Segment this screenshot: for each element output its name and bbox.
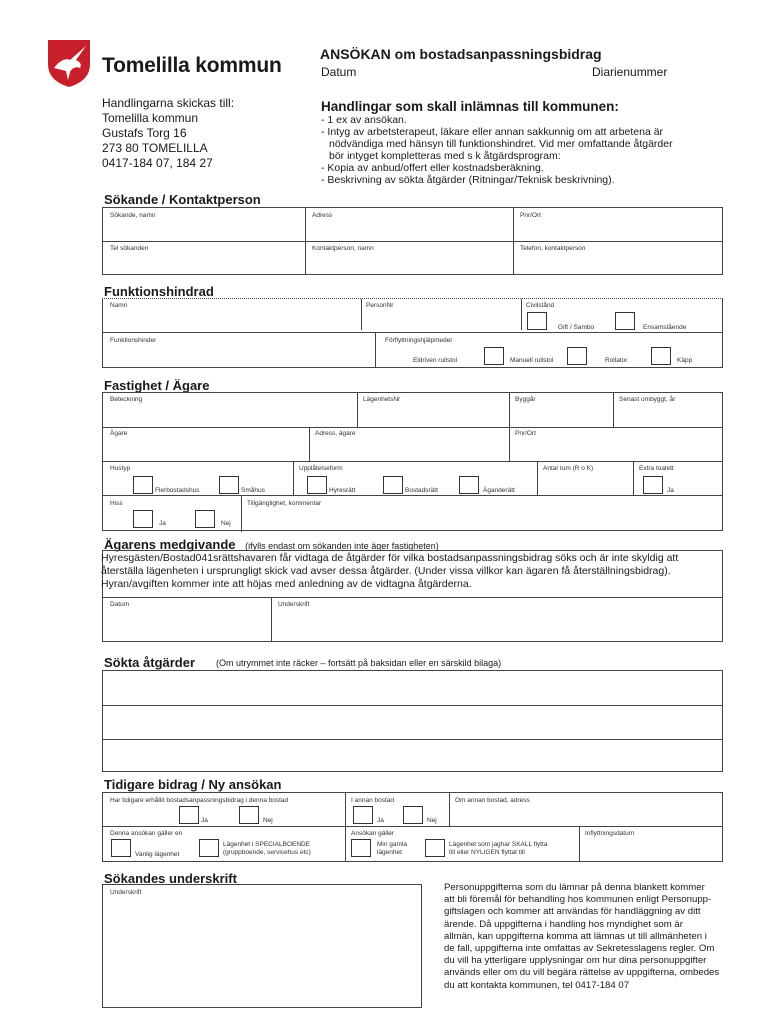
new-apartment-line: Lägenhet som jaghar SKALL flytta [449,841,548,848]
measures-heading: Sökta åtgärder [104,655,196,670]
owner-address-field[interactable]: Adress, ägare [315,430,356,437]
aids-label: Förflyttningshjälpmedel [385,337,452,344]
designation-field[interactable]: Beteckning [110,396,143,403]
contact-name-field[interactable]: Kontaktperson, namn [312,245,374,252]
had-grant-yes-checkbox[interactable] [179,806,199,824]
documents-item: - Kopia av anbud/offert eller kostnadsberäkning. [321,162,544,174]
coop-label: Bostadsrätt [405,487,438,494]
accessibility-comment-field[interactable]: Tillgänglighet, kommentar [247,500,322,507]
married-label: Gift / Sambo [558,324,595,331]
had-grant-yes-label: Ja [201,817,208,824]
signature-field[interactable] [102,884,422,1008]
consent-heading-text: Ägarens medgivande [104,537,236,552]
special-housing-line: (gruppboende, servicehus etc) [223,849,311,856]
manual-wheelchair-label: Manuell rullstol [510,357,554,364]
logo-crest-icon [46,38,92,88]
signature-heading: Sökandes underskrift [104,871,237,886]
property-heading: Fastighet / Ägare [104,378,210,393]
extra-toilet-checkbox[interactable] [643,476,663,494]
new-apartment-label [449,841,547,857]
form-title: ANSÖKAN om bostadsanpassningsbidrag [320,46,602,62]
consent-signature-field[interactable]: Underskrift [278,601,310,608]
documents-item: bör intyget kompletteras med s k åtgärdsprogram: [329,150,561,162]
previous-section [102,792,723,862]
normal-apartment-checkbox[interactable] [111,839,131,857]
tenure-label: Upplåtelseform [299,465,343,472]
had-grant-label: Har tidigare erhållit bostadsanpassningsbidrag i denna bostad [110,797,289,804]
address-line: Tomelilla kommun [102,111,199,125]
had-grant-no-label: Nej [263,817,273,824]
documents-item: - 1 ex av ansökan. [321,114,407,126]
owned-label: Äganderätt [483,487,515,494]
rollator-label: Rollator [605,357,628,364]
applicant-postal-field[interactable]: Pnr/Ort [520,212,541,219]
old-apartment-line: lägenhet [377,849,402,856]
privacy-line: ärende. Då uppgifterna i handling hos myndighet som är [444,918,683,930]
lift-yes-label: Ja [159,520,166,527]
owned-checkbox[interactable] [459,476,479,494]
disability-heading: Funktionshindrad [104,284,214,299]
consent-section [102,550,723,642]
personnr-field[interactable]: PersonNr [366,302,394,309]
org-name: Tomelilla kommun [102,54,282,77]
owner-field[interactable]: Ägare [110,430,128,437]
electric-wheelchair-checkbox[interactable] [484,347,504,365]
applicant-address-field[interactable]: Adress [312,212,333,219]
rooms-field[interactable]: Antal rum (R o K) [543,465,594,472]
privacy-notice [444,882,722,992]
special-housing-label [223,841,311,857]
old-apartment-line: Min gamla [377,841,407,848]
privacy-line: du vill ha ytterligare upplysningar om hur dina personuppgifter [444,955,707,967]
handicap-field[interactable]: Funktionshinder [110,337,157,344]
contact-phone-field[interactable]: Telefon, kontaktperson [520,245,586,252]
documents-item: - Beskrivning av sökta åtgärder (Ritningar/Teknisk beskrivning). [321,174,615,186]
property-section [102,392,723,531]
applicant-phone-field[interactable]: Tel sökanden [110,245,149,252]
documents-item: - Intyg av arbetsterapeut, läkare eller annan sakkunnig om att arbetena är [321,126,664,138]
applicant-section [102,207,723,275]
documents-heading: Handlingar som skall inlämnas till kommunen: [321,99,619,114]
small-house-label: Småhus [241,487,265,494]
privacy-line: de fall, uppgifterna inte omfattas av Sekretesslagens regler. Om [444,943,715,955]
address-line: 273 80 TOMELILLA [102,141,208,155]
measures-note: (Om utrymmet inte räcker – fortsätt på baksidan eller en särskild bilaga) [216,658,502,668]
multi-family-checkbox[interactable] [133,476,153,494]
multi-family-label: Flerbostadshus [155,487,200,494]
had-grant-no-checkbox[interactable] [239,806,259,824]
rebuilt-year-field[interactable]: Senast ombyggt, år [619,396,676,403]
privacy-line: giftslagen och kommer att användas för handläggning av ditt [444,906,701,918]
consent-line: Hyresgästen/Bostad041srättshavaren får vidtaga de åtgärder för vilka bostadsanpassningsbidrag söks och är inte skyldig att [101,552,679,564]
disabled-name-field[interactable]: Namn [110,302,128,309]
coop-checkbox[interactable] [383,476,403,494]
other-home-yes-checkbox[interactable] [353,806,373,824]
consent-note: (ifylls endast om sökanden inte äger fastigheten) [245,541,439,551]
consent-line: Hyran/avgiften kommer inte att höjas med anledning av de vidtagna åtgärderna. [101,578,472,590]
old-apartment-label [377,841,407,857]
privacy-line: allmän, kan uppgifterna komma att lämnas ut till allmänheten i [444,930,707,942]
single-checkbox[interactable] [615,312,635,330]
privacy-line: används eller om du vill begära rättelse av uppgifterna, ombedes [444,967,720,979]
other-home-no-checkbox[interactable] [403,806,423,824]
small-house-checkbox[interactable] [219,476,239,494]
measures-textarea[interactable] [102,670,723,772]
address-line: Gustafs Torg 16 [102,126,187,140]
application-concerns-label: Ansökan gäller [351,830,394,837]
consent-line: återställa lägenheten i ursprungligt skick vad avser dessa åtgärder. (Under vissa villkor kan ägaren få återställningsbidrag). [101,565,671,577]
married-checkbox[interactable] [527,312,547,330]
special-housing-checkbox[interactable] [199,839,219,857]
rental-checkbox[interactable] [307,476,327,494]
rental-label: Hyresrätt [329,487,356,494]
other-home-yes-label: Ja [377,817,384,824]
built-year-field[interactable]: Byggår [515,396,536,403]
other-home-label: I annan bostad [351,797,395,804]
previous-heading: Tidigare bidrag / Ny ansökan [104,777,282,792]
new-apartment-line: till eller NYLIGEN flyttat till [449,849,525,856]
datum-label: Datum [321,65,357,79]
privacy-line: Personuppgifterna som du lämnar på denna blankett kommer [444,882,705,893]
lift-label: Hiss [110,500,123,507]
manual-wheelchair-checkbox[interactable] [567,347,587,365]
other-address-field[interactable]: Om annan bostad, adress [455,797,530,804]
consent-text [101,552,725,591]
special-housing-line: Lägenhet i SPECIALBOENDE [223,841,311,848]
address-line: 0417-184 07, 184 27 [102,156,213,170]
documents-list [321,114,673,186]
documents-item: nödvändiga med hänsyn till funktionshindret. Vid mer omfattande åtgärder [329,138,673,150]
normal-apartment-label: Vanlig lägenhet [135,851,180,858]
address-line: Handlingarna skickas till: [102,96,235,110]
owner-postal-field[interactable]: Pnr/Ort [515,430,536,437]
civil-status-label: Civilstånd [526,302,555,309]
new-apartment-checkbox[interactable] [425,839,445,857]
applicant-name-field[interactable]: Sökande, namn [110,212,156,219]
applies-to-label: Denna ansökan gäller en [110,830,183,837]
old-apartment-checkbox[interactable] [351,839,371,857]
signature-label: Underskrift [110,889,142,896]
lift-no-checkbox[interactable] [195,510,215,528]
privacy-line: att bli föremål för behandling hos kommunen enligt Personupp- [444,894,712,906]
other-home-no-label: Nej [427,817,437,824]
consent-date-field[interactable]: Datum [110,601,130,608]
lift-no-label: Nej [221,520,231,527]
house-type-label: Hustyp [110,465,131,472]
rollator-checkbox[interactable] [651,347,671,365]
crutch-label: Käpp [677,357,693,364]
extra-toilet-yes-label: Ja [667,487,674,494]
single-label: Ensamstående [643,324,687,331]
disability-section [102,298,723,368]
lift-yes-checkbox[interactable] [133,510,153,528]
applicant-heading: Sökande / Kontaktperson [104,192,261,207]
electric-wheelchair-label: Eldriven rullstol [413,357,458,364]
address-block [102,96,234,171]
apartment-no-field[interactable]: LägenhetsNr [363,396,401,403]
move-in-date-field[interactable]: Inflyttningsdatum [585,830,635,837]
extra-toilet-label: Extra toalett [639,465,674,472]
diarienummer-label: Diarienummer [592,65,668,79]
privacy-line: du att kontakta kommunen, tel 0417-184 07 [444,979,630,991]
